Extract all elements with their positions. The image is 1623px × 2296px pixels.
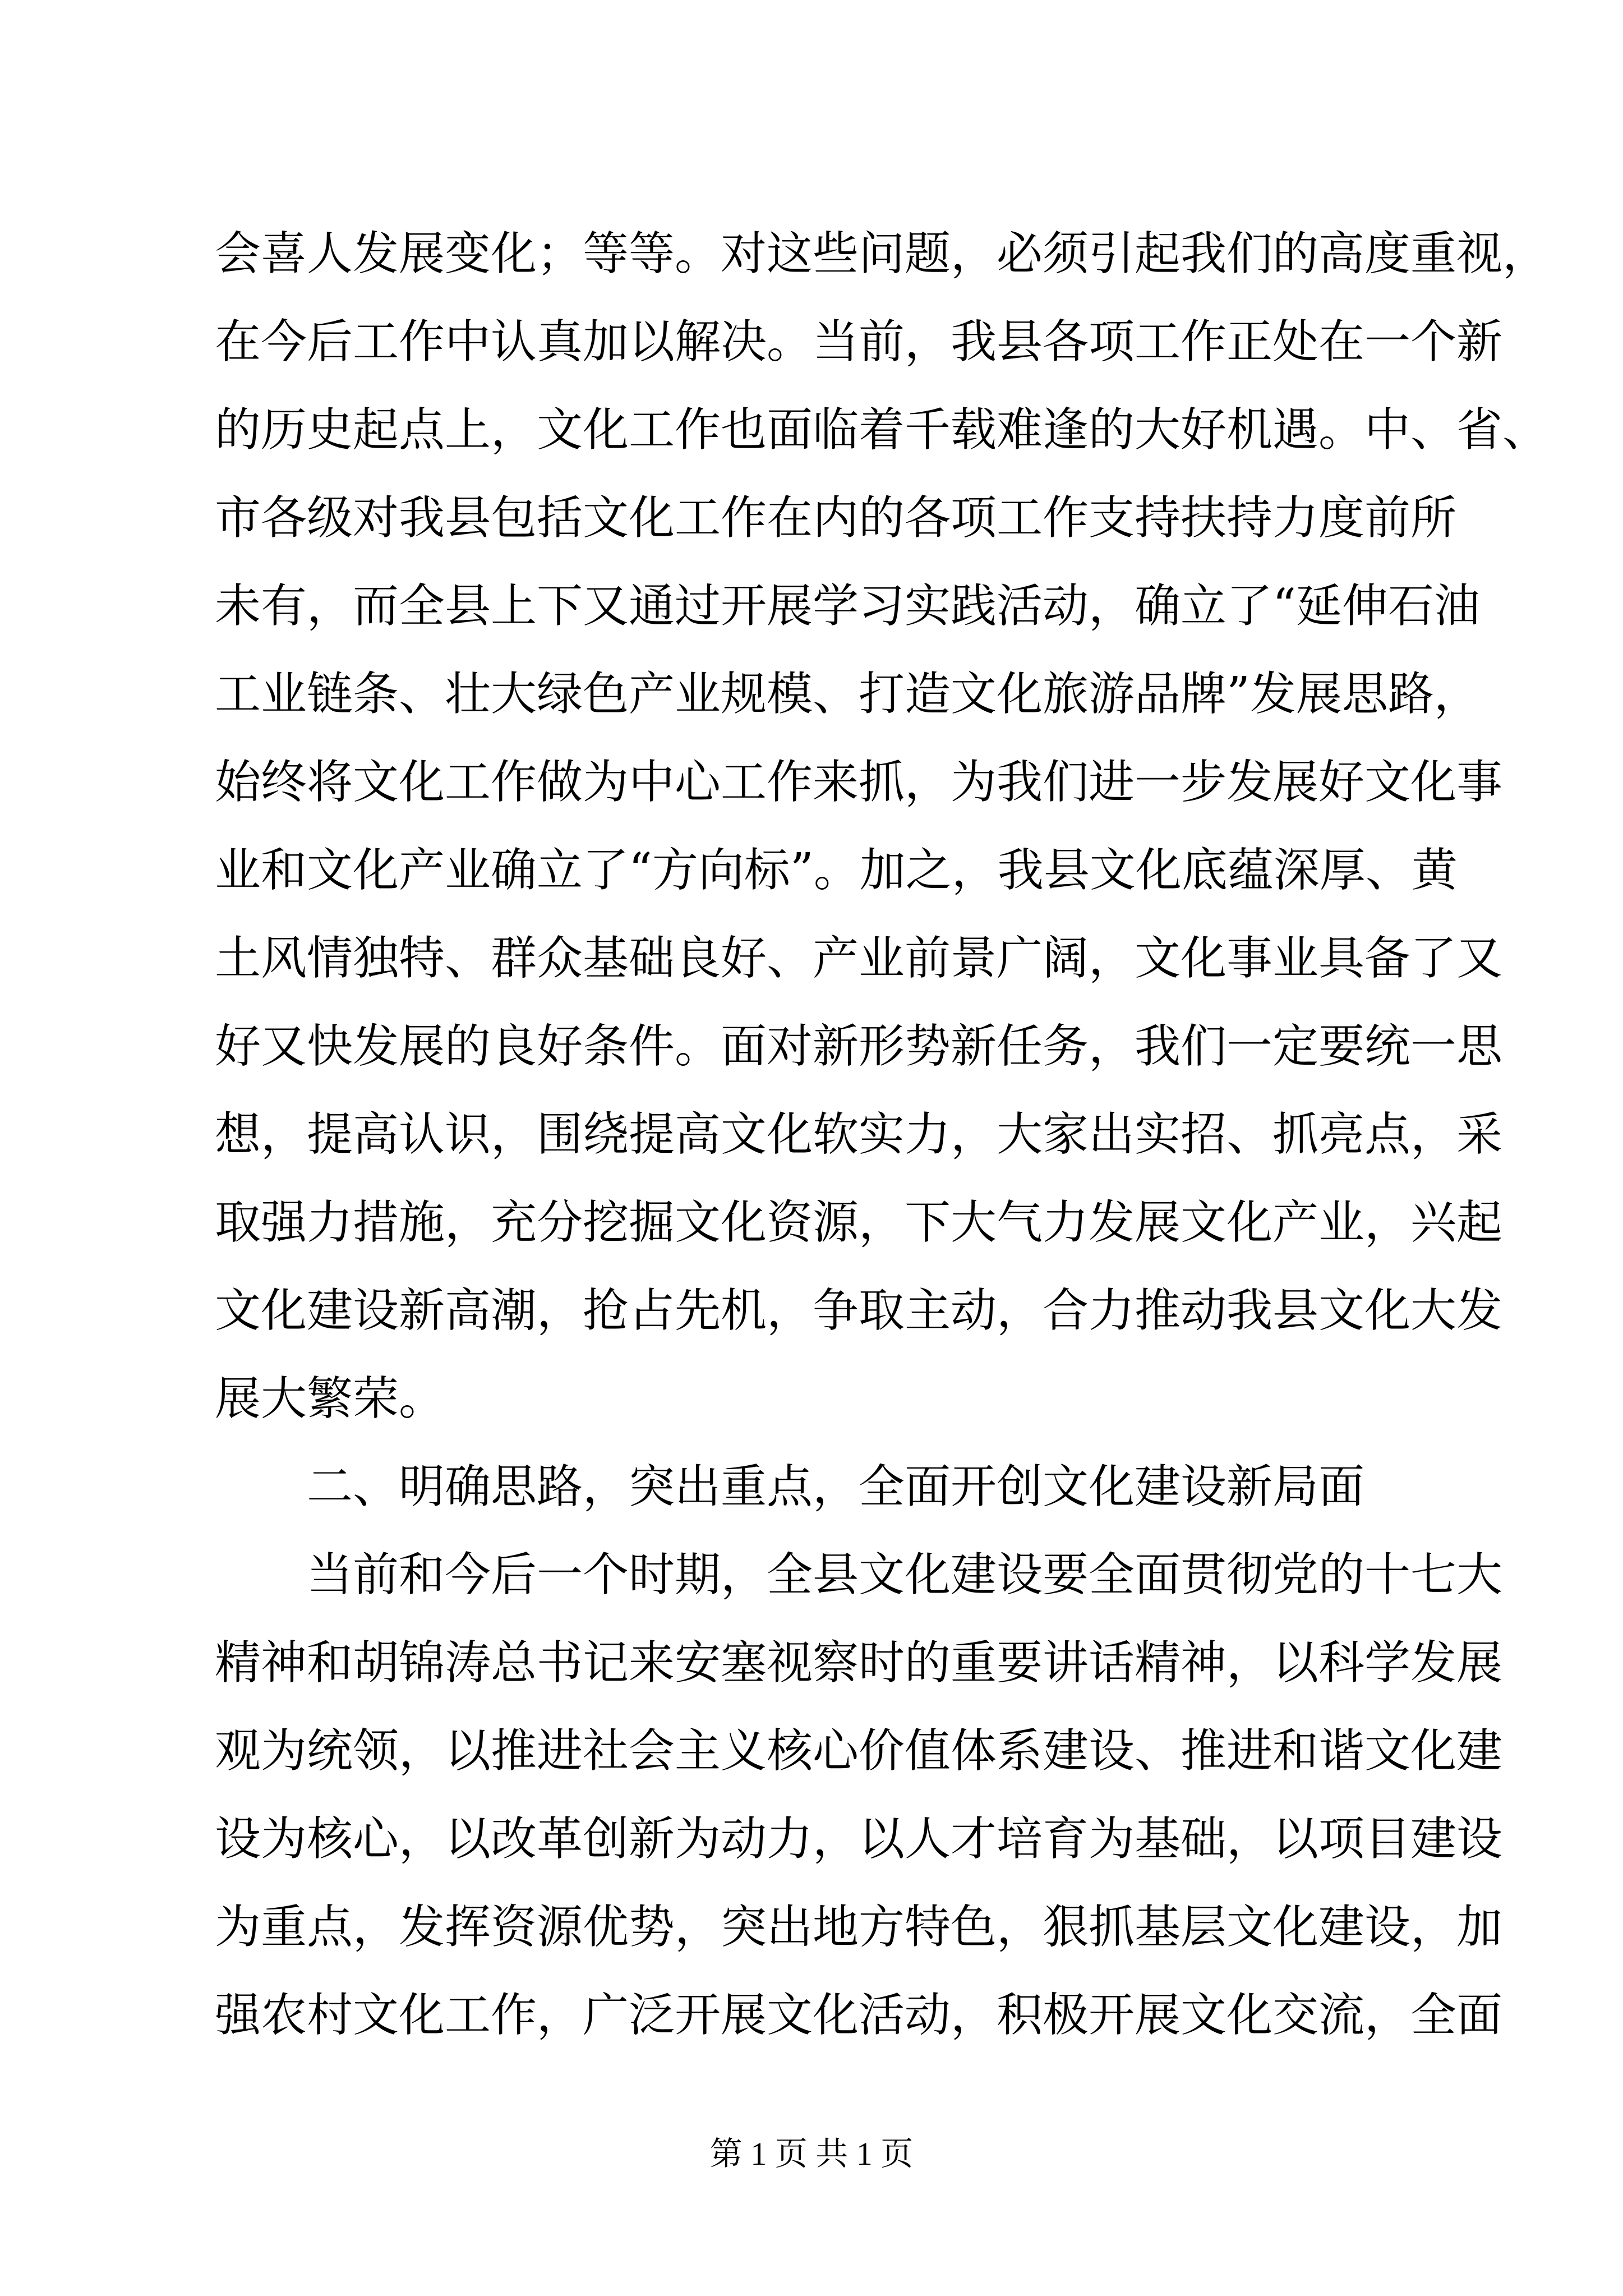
text-line: 精神和胡锦涛总书记来安塞视察时的重要讲话精神，以科学发展 (215, 1636, 1503, 1690)
text-line: 好又快发展的良好条件。面对新形势新任务，我们一定要统一思 (215, 1020, 1503, 1073)
text-line: 强农村文化工作，广泛开展文化活动，积极开展文化交流，全面 (215, 1989, 1503, 2042)
text-line: 未有，而全县上下又通过开展学习实践活动，确立了“延伸石油 (215, 579, 1480, 633)
text-line: 始终将文化工作做为中心工作来抓，为我们进一步发展好文化事 (215, 756, 1503, 809)
text-line: 在今后工作中认真加以解决。当前，我县各项工作正处在一个新 (215, 315, 1503, 369)
text-line: 当前和今后一个时期，全县文化建设要全面贯彻党的十七大 (307, 1548, 1503, 1602)
text-line: 的历史起点上，文化工作也面临着千载难逢的大好机遇。中、省、 (215, 403, 1549, 457)
text-line: 展大繁荣。 (215, 1372, 445, 1425)
text-line: 文化建设新高潮，抢占先机，争取主动，合力推动我县文化大发 (215, 1284, 1503, 1337)
text-line: 取强力措施，充分挖掘文化资源，下大气力发展文化产业，兴起 (215, 1196, 1503, 1249)
body-text (215, 210, 1549, 2059)
text-line: 想，提高认识，围绕提高文化软实力，大家出实招、抓亮点，采 (215, 1108, 1503, 1161)
text-line: 为重点，发挥资源优势，突出地方特色，狠抓基层文化建设，加 (215, 1901, 1503, 1954)
text-line: 土风情独特、群众基础良好、产业前景广阔，文化事业具备了又 (215, 932, 1503, 985)
text-line: 观为统领，以推进社会主义核心价值体系建设、推进和谐文化建 (215, 1724, 1503, 1778)
text-line: 业和文化产业确立了“方向标”。加之，我县文化底蕴深厚、黄 (215, 844, 1458, 897)
text-line: 设为核心，以改革创新为动力，以人才培育为基础，以项目建设 (215, 1812, 1503, 1866)
page-number-footer: 第 1 页 共 1 页 (709, 2136, 914, 2172)
text-line: 会喜人发展变化；等等。对这些问题，必须引起我们的高度重视， (215, 227, 1549, 280)
text-line: 市各级对我县包括文化工作在内的各项工作支持扶持力度前所 (215, 491, 1457, 545)
text-line: 工业链条、壮大绿色产业规模、打造文化旅游品牌”发展思路， (215, 668, 1480, 721)
section-heading: 二、明确思路，突出重点，全面开创文化建设新局面 (307, 1460, 1365, 1513)
